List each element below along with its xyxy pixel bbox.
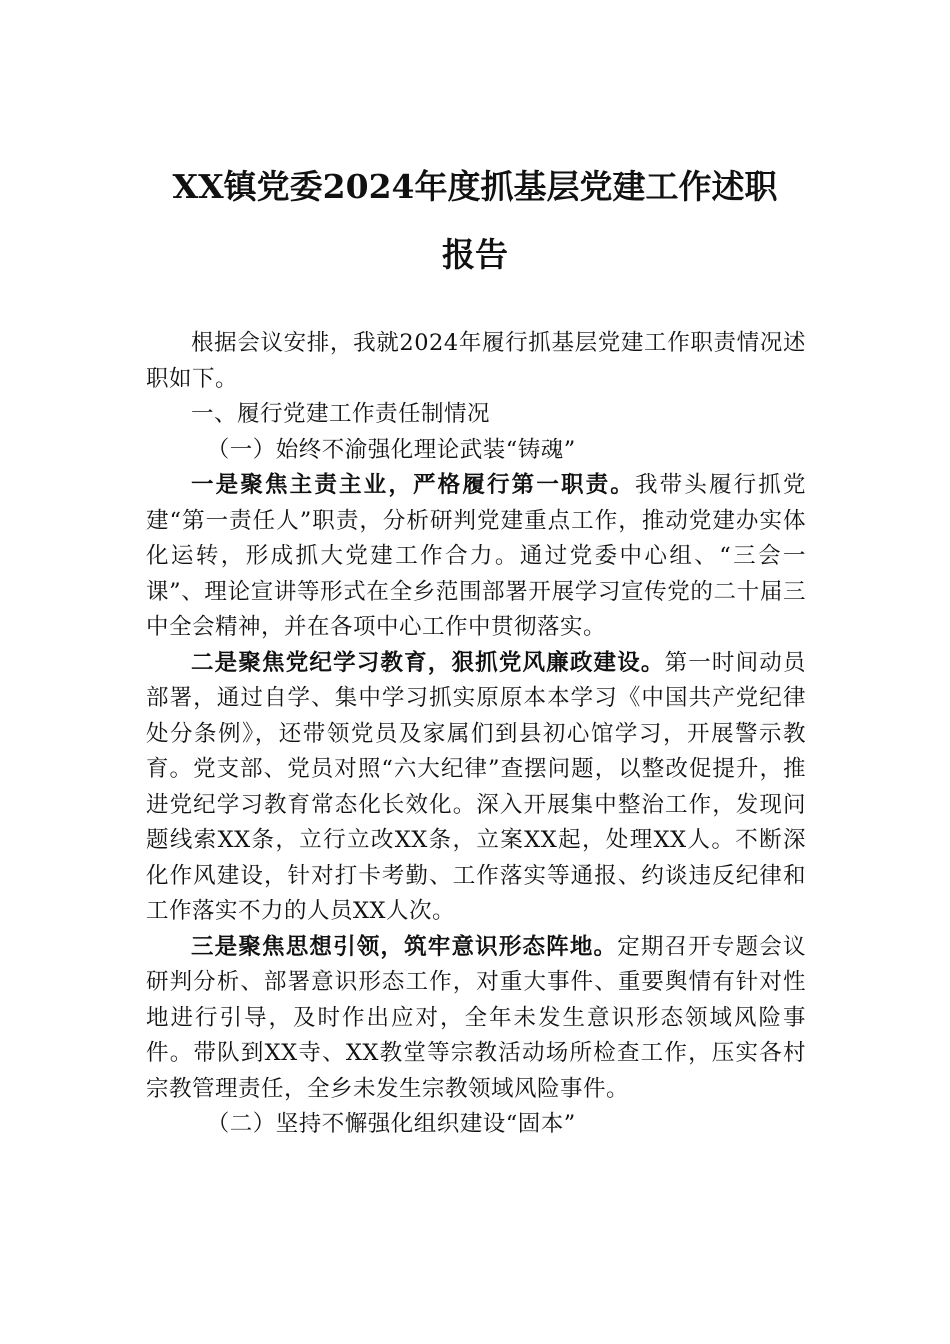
paragraph-1: [146, 468, 806, 646]
document-title-line1: XX镇党委2024年度抓基层党建工作述职: [172, 167, 778, 206]
paragraph-1-body: 我带头履行抓党建“第一责任人”职责，分析研判党建重点工作，推动党建办实体化运转，形成抓大党建工作合力。通过党委中心组、“三会一课”、理论宣讲等形式在全乡范围部署开展学习宣传党的二十届三中全会精神，并在各项中心工作中贯彻落实。: [146, 472, 806, 640]
paragraph-2-body: 第一时间动员部署，通过自学、集中学习抓实原原本本学习《中国共产党纪律处分条例》，还带领党员及家属们到县初心馆学习，开展警示教育。党支部、党员对照“六大纪律”查摆问题，以整改促提升，推进党纪学习教育常态化长效化。深入开展集中整治工作，发现问题线索XX条，立行立改XX条，立案XX起，处理XX人。不断深化作风建设，针对打卡考勤、工作落实等通报、约谈违反纪律和工作落实不力的人员XX人次。: [146, 649, 806, 924]
document-body: [146, 326, 806, 1143]
paragraph-3-lead: 三是聚焦思想引领，筑牢意识形态阵地。: [191, 933, 618, 960]
paragraph-1-lead: 一是聚焦主责主业，严格履行第一职责。: [191, 472, 635, 498]
subsection-heading-2: （二）坚持不懈强化组织建设“固本”: [206, 1111, 576, 1137]
section-heading-1: 一、履行党建工作责任制情况: [191, 401, 491, 427]
subsection-heading-1: （一）始终不渝强化理论武装“铸魂”: [206, 436, 576, 463]
paragraph-2: [146, 646, 806, 930]
paragraph-2-lead: 二是聚焦党纪学习教育，狠抓党风廉政建设。: [191, 649, 665, 676]
paragraph-3-body: 定期召开专题会议研判分析、部署意识形态工作，对重大事件、重要舆情有针对性地进行引导，及时作出应对，全年未发生意识形态领域风险事件。带队到XX寺、XX教堂等宗教活动场所检查工作，压实各村宗教管理责任，全乡未发生宗教领域风险事件。: [146, 933, 806, 1102]
paragraph-3: [146, 930, 806, 1108]
document-title-line2: 报告: [442, 235, 508, 274]
intro-paragraph: 根据会议安排，我就2024年履行抓基层党建工作职责情况述职如下。: [146, 330, 806, 392]
